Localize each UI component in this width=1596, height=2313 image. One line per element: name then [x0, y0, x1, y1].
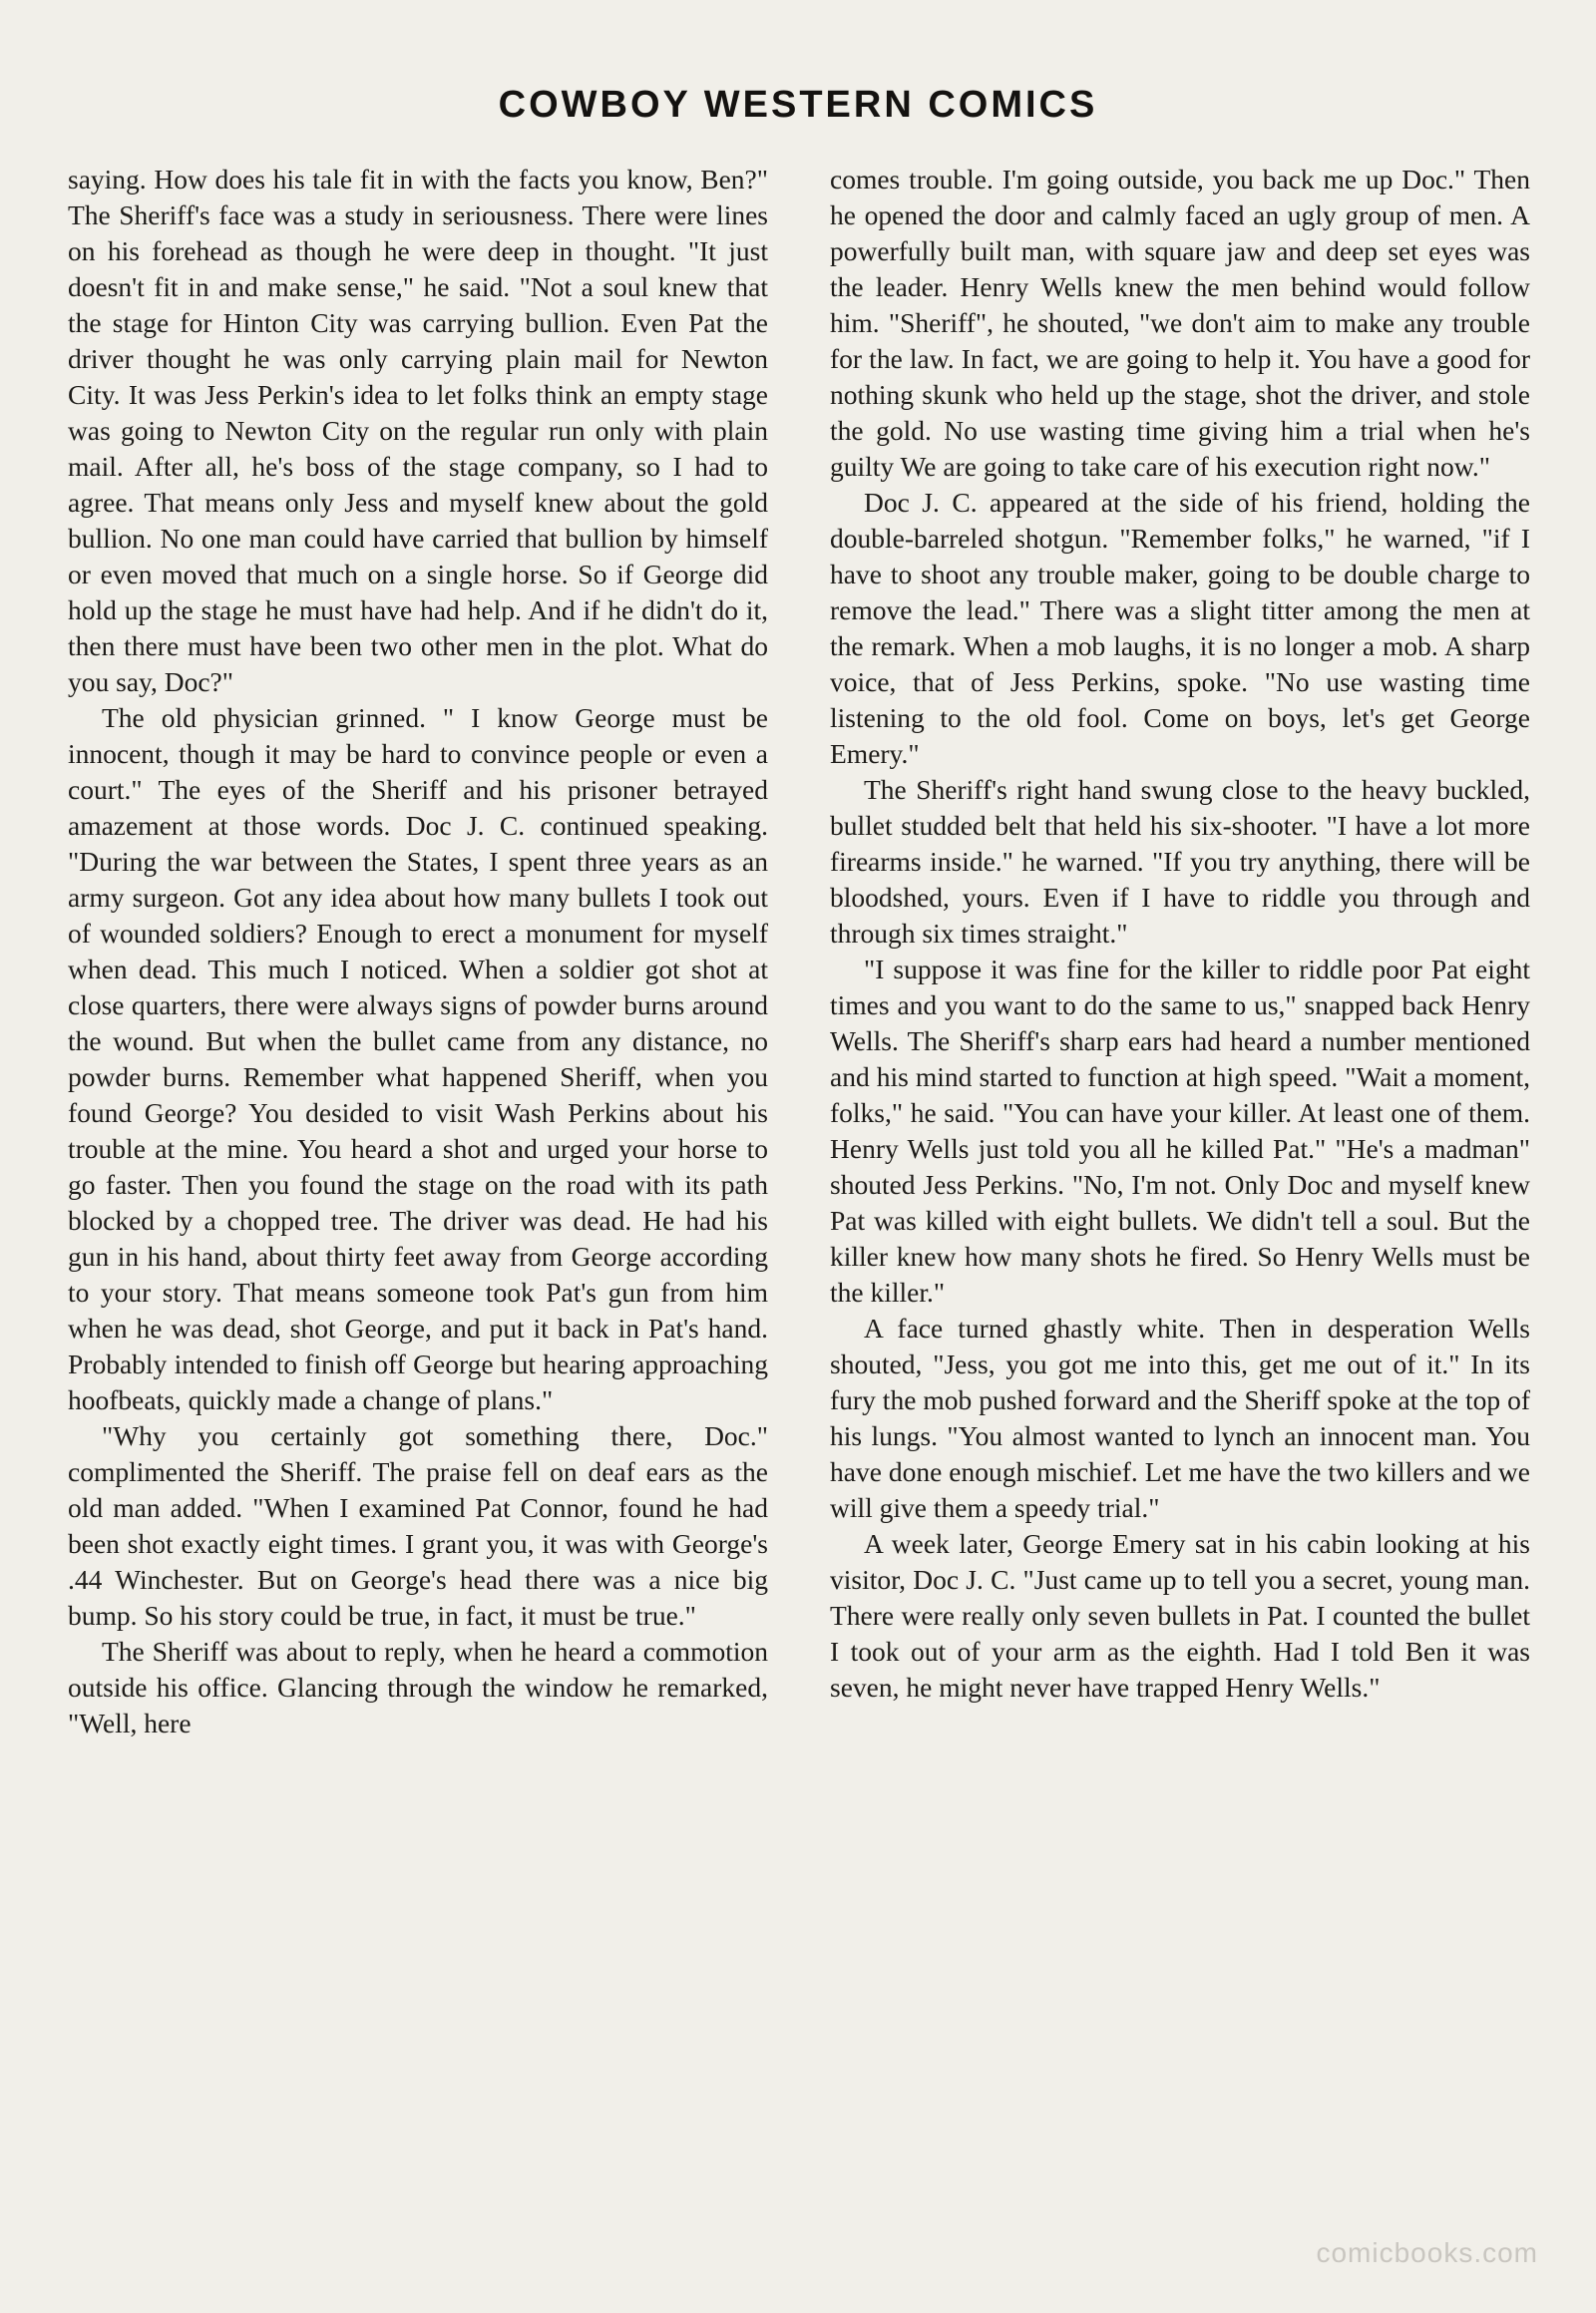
story-paragraph: "I suppose it was fine for the killer to riddle poor Pat eight times and you want to do the same to us," snapped back Henry Wells. The Sheriff's sharp ears had heard a number mentioned and his mind started to function at high speed. "Wait a moment, folks," he said. "You can have your killer. At least one of them. Henry Wells just told you all he killed Pat." "He's a madman" shouted Jess Perkins. "No, I'm not. Only Doc and myself knew Pat was killed with eight bullets. We didn't tell a soul. But the killer knew how many shots he fired. So Henry Wells must be the killer." [830, 954, 1530, 1308]
story-paragraph: comes trouble. I'm going outside, you back me up Doc." Then he opened the door and calmly faced an ugly group of men. A powerfully built man, with square jaw and deep set eyes was the leader. Henry Wells knew the men behind would follow him. "Sheriff", he shouted, "we don't aim to make any trouble for the law. In fact, we are going to help it. You have a good for nothing skunk who held up the stage, shot the driver, and stole the gold. No use wasting time giving him a trial when he's guilty We are going to take care of his execution right now." [830, 164, 1530, 482]
watermark: comicbooks.com [1316, 2237, 1538, 2268]
story-paragraph: "Why you certainly got something there, Doc." complimented the Sheriff. The praise fell on deaf ears as the old man added. "When I examined Pat Connor, found he had been shot exactly eight times. I grant you, it was with George's .44 Winchester. But on George's head there was a nice big bump. So his story could be true, in fact, it must be true." [68, 1420, 768, 1631]
story-paragraph: A face turned ghastly white. Then in desperation Wells shouted, "Jess, you got me into this, get me out of it." In its fury the mob pushed forward and the Sheriff spoke at the top of his lungs. "You almost wanted to lynch an innocent man. You have done enough mischief. Let me have the two killers and we will give them a speedy trial." [830, 1313, 1530, 1523]
story-paragraph: A week later, George Emery sat in his cabin looking at his visitor, Doc J. C. "Just came up to tell you a secret, young man. There were really only seven bullets in Pat. I counted the bullet I took out of your arm as the eighth. Had I told Ben it was seven, he might never have trapped Henry Wells." [830, 1528, 1530, 1703]
story-paragraph: Doc J. C. appeared at the side of his friend, holding the double-barreled shotgun. "Remember folks," he warned, "if I have to shoot any trouble maker, going to be double charge to remove the lead." There was a slight titter among the men at the remark. When a mob laughs, it is no longer a mob. A sharp voice, that of Jess Perkins, spoke. "No use wasting time listening to the old fool. Come on boys, let's get George Emery." [830, 487, 1530, 769]
story-paragraph: The Sheriff's right hand swung close to the heavy buckled, bullet studded belt that held his six-shooter. "I have a lot more firearms inside." he warned. "If you try anything, there will be bloodshed, yours. Even if I have to riddle you through and through six times straight." [830, 774, 1530, 949]
story-paragraph: The Sheriff was about to reply, when he heard a commotion outside his office. Glancing through the window he remarked, "Well, here [68, 1636, 768, 1738]
story-paragraph: saying. How does his tale fit in with the facts you know, Ben?" The Sheriff's face was a study in seriousness. There were lines on his forehead as though he were deep in thought. "It just doesn't fit in and make sense," he said. "Not a soul knew that the stage for Hinton City was carrying bullion. Even Pat the driver thought he was only carrying plain mail for Newton City. It was Jess Perkin's idea to let folks think an empty stage was going to Newton City on the regular run only with plain mail. After all, he's boss of the stage company, so I had to agree. That means only Jess and myself knew about the gold bullion. No one man could have carried that bullion by himself or even moved that much on a single horse. So if George did hold up the stage he must have had help. And if he didn't do it, then there must have been two other men in the plot. What do you say, Doc?" [68, 164, 768, 697]
story-column-left [68, 162, 768, 1741]
story-paragraph: The old physician grinned. " I know George must be innocent, though it may be hard to convince people or even a court." The eyes of the Sheriff and his prisoner betrayed amazement at those words. Doc J. C. continued speaking. "During the war between the States, I spent three years as an army surgeon. Got any idea about how many bullets I took out of wounded soldiers? Enough to erect a monument for myself when dead. This much I noticed. When a soldier got shot at close quarters, there were always signs of powder burns around the wound. But when the bullet came from any distance, no powder burns. Remember what happened Sheriff, when you found George? You desided to visit Wash Perkins about his trouble at the mine. You heard a shot and urged your horse to go faster. Then you found the stage on the road with its path blocked by a chopped tree. The driver was dead. He had his gun in his hand, about thirty feet away from George according to your story. That means someone took Pat's gun from him when he was dead, shot George, and put it back in Pat's hand. Probably intended to finish off George but hearing approaching hoofbeats, quickly made a change of plans." [68, 702, 768, 1415]
story-column-right [830, 162, 1530, 1706]
page-title: COWBOY WESTERN COMICS [498, 84, 1098, 126]
